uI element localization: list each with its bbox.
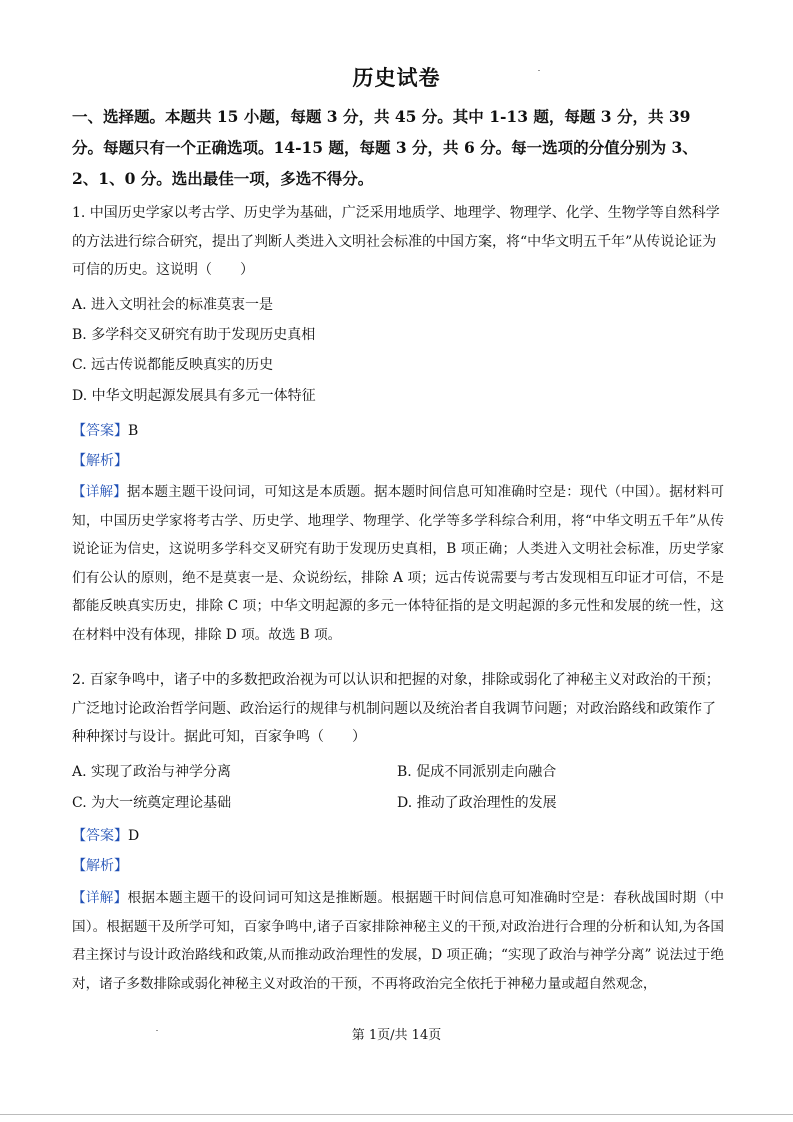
question-1-analysis-label xyxy=(72,451,128,471)
page-bottom-divider xyxy=(0,1114,793,1115)
question-2-option-a: A. 实现了政治与神学分离 xyxy=(72,764,232,780)
scan-speck xyxy=(538,70,540,71)
detail-label: 【详解】 xyxy=(72,890,128,906)
question-1-option-b: B. 多学科交叉研究有助于发现历史真相 xyxy=(72,327,316,343)
question-1-option-d: D. 中华文明起源发展具有多元一体特征 xyxy=(72,388,316,404)
scan-speck xyxy=(156,1030,158,1031)
page-title: 历史试卷 xyxy=(352,65,441,90)
question-2-option-d: D. 推动了政治理性的发展 xyxy=(397,795,557,811)
answer-label: 【答案】 xyxy=(72,828,128,844)
detail-text: 根据本题主题干的设问词可知这是推断题。根据题干时间信息可知准确时空是：春秋战国时期（中国）。根据题干及所学可知，百家争鸣中,诸子百家排除神秘主义的干预,对政治进行合理的分析和认知,为各国君主探讨与设计政治路线和政策,从而推动政治理性的发展，D 项正确；“实现了政治与神学分离” 说法过于绝对，诸子多数排除或弱化神秘主义对政治的干预，不再将政治完全依托于神秘力量或超自然观念， xyxy=(72,890,724,992)
question-1-answer xyxy=(72,421,138,441)
question-1-stem: 1. 中国历史学家以考古学、历史学为基础，广泛采用地质学、地理学、物理学、化学、生物学等自然科学的方法进行综合研究，提出了判断人类进入文明社会标准的中国方案，将“中华文明五千年”从传说论证为可信的历史。这说明（ ） xyxy=(72,205,720,278)
analysis-label: 【解析】 xyxy=(72,453,128,469)
section-instructions: 一、选择题。本题共 15 小题，每题 3 分，共 45 分。其中 1-13 题，每题 3 分，共 39 分。每题只有一个正确选项。14-15 题，每题 3 分，共 6 分。每一选项的分值分别为 3、2、1、0 分。选出最佳一项，多选不得分。 xyxy=(72,107,698,188)
question-1-option-a: A. 进入文明社会的标准莫衷一是 xyxy=(72,297,274,313)
detail-text: 据本题主题干设问词，可知这是本质题。据本题时间信息可知准确时空是：现代（中国）。据材料可知，中国历史学家将考古学、历史学、地理学、物理学、化学等多学科综合利用，将“中华文明五千年”从传说论证为信史，这说明多学科交叉研究有助于发现历史真相，B 项正确；人类进入文明社会标准，历史学家们有公认的原则，绝不是莫衷一是、众说纷纭，排除 A 项；远古传说需要与考古发现相互印证才可信，不是都能反映真实历史，排除 C 项；中华文明起源的多元一体特征指的是文明起源的多元性和发展的统一性，这在材料中没有体现，排除 D 项。故选 B 项。 xyxy=(72,484,725,643)
question-2-detail xyxy=(72,884,724,998)
question-2-analysis-label xyxy=(72,856,128,876)
question-2-answer xyxy=(72,826,139,846)
answer-value: B xyxy=(128,423,139,439)
answer-label: 【答案】 xyxy=(72,423,128,439)
question-2-option-c: C. 为大一统奠定理论基础 xyxy=(72,795,232,811)
question-2-stem: 2. 百家争鸣中，诸子中的多数把政治视为可以认识和把握的对象，排除或弱化了神秘主义对政治的干预；广泛地讨论政治哲学问题、政治运行的规律与机制问题以及统治者自我调节问题；对政治路线和政策作了种种探讨与设计。据此可知，百家争鸣（ ） xyxy=(72,672,720,745)
question-1-option-c: C. 远古传说都能反映真实的历史 xyxy=(72,357,274,373)
analysis-label: 【解析】 xyxy=(72,858,128,874)
question-1-detail xyxy=(72,478,724,650)
page-footer: 第 1页/共 14页 xyxy=(351,1028,442,1043)
question-2-option-b: B. 促成不同派别走向融合 xyxy=(397,764,557,780)
answer-value: D xyxy=(128,828,140,844)
detail-label: 【详解】 xyxy=(72,484,127,500)
